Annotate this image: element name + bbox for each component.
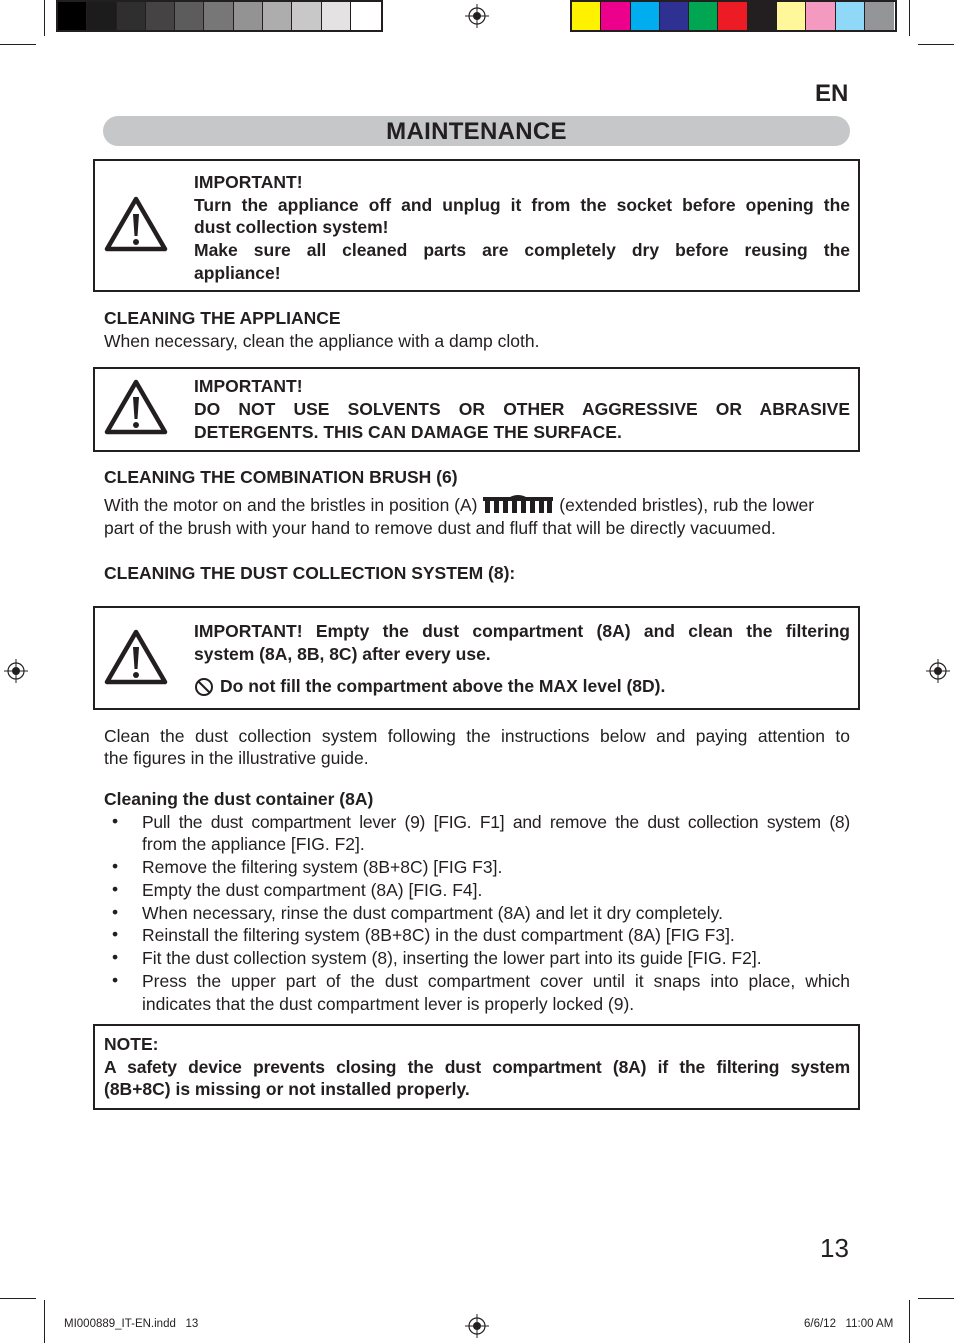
extended-bristles-icon xyxy=(482,494,554,514)
warning-text: Make sure all cleaned parts are completely dry before reusing the xyxy=(194,240,850,260)
language-code: EN xyxy=(815,80,849,107)
warning-triangle-icon xyxy=(103,377,169,437)
section-title-band xyxy=(103,116,850,146)
warning-heading: IMPORTANT! xyxy=(194,172,303,192)
body-text: When necessary, clean the appliance with a damp cloth. xyxy=(104,331,540,351)
warning-text: appliance! xyxy=(194,263,281,283)
list-item: Fit the dust collection system (8), inserting the lower part into its guide [FIG. F2]. xyxy=(142,948,762,968)
color-swatch xyxy=(748,2,777,30)
warning-text: DO NOT USE SOLVENTS OR OTHER AGGRESSIVE OR ABRASIVE xyxy=(194,399,850,419)
bullet: • xyxy=(112,879,119,899)
registration-mark-icon xyxy=(465,4,489,28)
color-swatch xyxy=(865,2,894,30)
bullet: • xyxy=(112,947,119,967)
body-text-part: With the motor on and the bristles in position (A) xyxy=(104,495,478,515)
warning-text: Turn the appliance off and unplug it from the socket before opening the xyxy=(194,195,850,215)
color-swatch xyxy=(351,2,380,30)
bullet: • xyxy=(112,811,119,831)
footer-date: 6/6/12 11:00 AM xyxy=(804,1318,894,1330)
warning-text: Do not fill the compartment above the MAX level (8D). xyxy=(220,676,666,696)
bullet: • xyxy=(112,970,119,990)
color-swatch xyxy=(322,2,351,30)
color-swatch xyxy=(263,2,292,30)
color-swatch xyxy=(806,2,835,30)
warning-triangle-icon xyxy=(103,194,169,254)
footer-filename: MI000889_IT-EN.indd 13 xyxy=(64,1318,199,1330)
list-item: Pull the dust compartment lever (9) [FIG. F1] and remove the dust collection system (8) xyxy=(142,812,850,832)
color-swatch xyxy=(660,2,689,30)
crop-mark xyxy=(918,44,954,45)
color-swatch xyxy=(777,2,806,30)
registration-mark-icon xyxy=(4,659,28,683)
subsection-heading: Cleaning the dust container (8A) xyxy=(104,789,374,809)
note-heading: NOTE: xyxy=(104,1034,159,1054)
list-item: Press the upper part of the dust compartment cover until it snaps into place, which xyxy=(142,971,850,991)
body-text-part: (extended bristles), rub the lower xyxy=(559,495,815,515)
page-number: 13 xyxy=(820,1233,849,1263)
note-text: A safety device prevents closing the dust compartment (8A) if the filtering system xyxy=(104,1057,850,1077)
bullet: • xyxy=(112,902,119,922)
section-heading: CLEANING THE DUST COLLECTION SYSTEM (8): xyxy=(104,563,516,583)
bullet: • xyxy=(112,924,119,944)
warning-text: IMPORTANT! Empty the dust compartment (8A) and clean the filtering xyxy=(194,621,850,641)
warning-triangle-icon xyxy=(103,627,169,687)
list-item: Empty the dust compartment (8A) [FIG. F4]. xyxy=(142,880,483,900)
color-swatch xyxy=(689,2,718,30)
color-swatch xyxy=(146,2,175,30)
crop-mark xyxy=(44,0,45,36)
crop-mark xyxy=(909,0,910,36)
warning-text: dust collection system! xyxy=(194,217,389,237)
list-item: Remove the filtering system (8B+8C) [FIG F3]. xyxy=(142,857,503,877)
color-swatch xyxy=(836,2,865,30)
color-swatch xyxy=(631,2,660,30)
registration-mark-icon xyxy=(926,659,950,683)
color-swatch xyxy=(204,2,233,30)
process-color-bar xyxy=(570,0,897,32)
prohibited-icon xyxy=(194,677,214,697)
grayscale-color-bar xyxy=(56,0,383,32)
body-text xyxy=(104,494,850,517)
color-swatch xyxy=(292,2,321,30)
body-text: Clean the dust collection system following the instructions below and paying attention to xyxy=(104,726,850,746)
crop-mark xyxy=(44,1300,45,1343)
crop-mark xyxy=(909,1300,910,1343)
color-swatch xyxy=(117,2,146,30)
crop-mark xyxy=(0,1298,36,1299)
note-text: (8B+8C) is missing or not installed properly. xyxy=(104,1079,470,1099)
list-item: Reinstall the filtering system (8B+8C) in the dust compartment (8A) [FIG F3]. xyxy=(142,925,735,945)
page-title: MAINTENANCE xyxy=(386,118,567,145)
registration-mark-icon xyxy=(465,1314,489,1338)
color-swatch xyxy=(718,2,747,30)
warning-text: system (8A, 8B, 8C) after every use. xyxy=(194,644,491,664)
list-item: When necessary, rinse the dust compartment (8A) and let it dry completely. xyxy=(142,903,723,923)
list-item: indicates that the dust compartment lever is properly locked (9). xyxy=(142,994,635,1014)
body-text: the figures in the illustrative guide. xyxy=(104,748,369,768)
color-swatch xyxy=(175,2,204,30)
warning-text: DETERGENTS. THIS CAN DAMAGE THE SURFACE. xyxy=(194,422,622,442)
section-heading: CLEANING THE APPLIANCE xyxy=(104,308,341,328)
list-item: from the appliance [FIG. F2]. xyxy=(142,834,365,854)
color-swatch xyxy=(234,2,263,30)
color-swatch xyxy=(87,2,116,30)
section-heading: CLEANING THE COMBINATION BRUSH (6) xyxy=(104,467,458,487)
color-swatch xyxy=(601,2,630,30)
body-text: part of the brush with your hand to remove dust and fluff that will be directly vacuumed. xyxy=(104,518,776,538)
color-swatch xyxy=(58,2,87,30)
warning-heading: IMPORTANT! xyxy=(194,376,303,396)
bullet: • xyxy=(112,856,119,876)
crop-mark xyxy=(0,44,36,45)
color-swatch xyxy=(572,2,601,30)
crop-mark xyxy=(918,1298,954,1299)
